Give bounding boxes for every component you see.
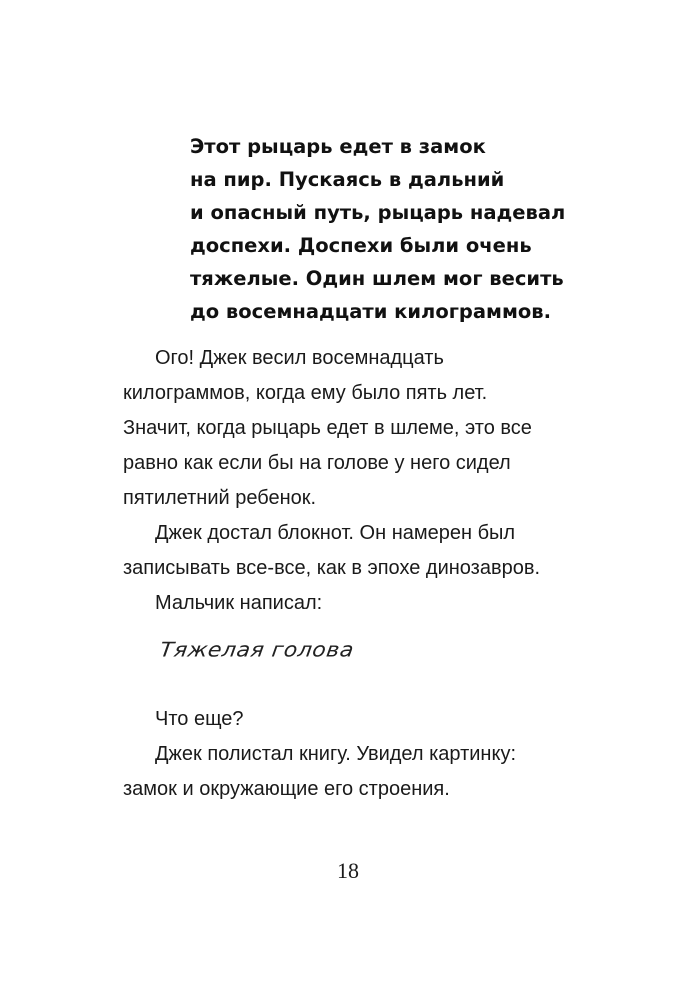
text-line: записывать все-все, как в эпохе динозавров. (123, 557, 541, 579)
handwritten-note: Тяжелая голова (158, 639, 356, 662)
fact-line: и опасный путь, рыцарь надевал (190, 201, 566, 224)
text-line: равно как если бы на голове у него сидел (123, 452, 511, 474)
story-text-block-2 (123, 702, 593, 807)
fact-line: на пир. Пускаясь в дальний (190, 168, 505, 191)
fact-line: доспехи. Доспехи были очень (190, 234, 532, 257)
text-line: Что еще? (155, 708, 244, 730)
text-line: Ого! Джек весил восемнадцать (155, 347, 444, 369)
page-number: 18 (337, 858, 359, 883)
fact-line: до восемнадцати килограммов. (190, 300, 552, 323)
text-line: замок и окружающие его строения. (123, 778, 450, 800)
fact-line: Этот рыцарь едет в замок (190, 135, 486, 158)
text-line: Значит, когда рыцарь едет в шлеме, это все (123, 417, 532, 439)
story-text-block (123, 341, 593, 621)
text-line: Джек достал блокнот. Он намерен был (155, 522, 516, 544)
fact-line: тяжелые. Один шлем мог весить (190, 267, 564, 290)
text-line: килограммов, когда ему было пять лет. (123, 382, 488, 404)
text-line: Мальчик написал: (155, 592, 323, 614)
text-line: пятилетний ребенок. (123, 487, 317, 509)
bold-fact-block (190, 130, 590, 328)
text-line: Джек полистал книгу. Увидел картинку: (155, 743, 517, 765)
